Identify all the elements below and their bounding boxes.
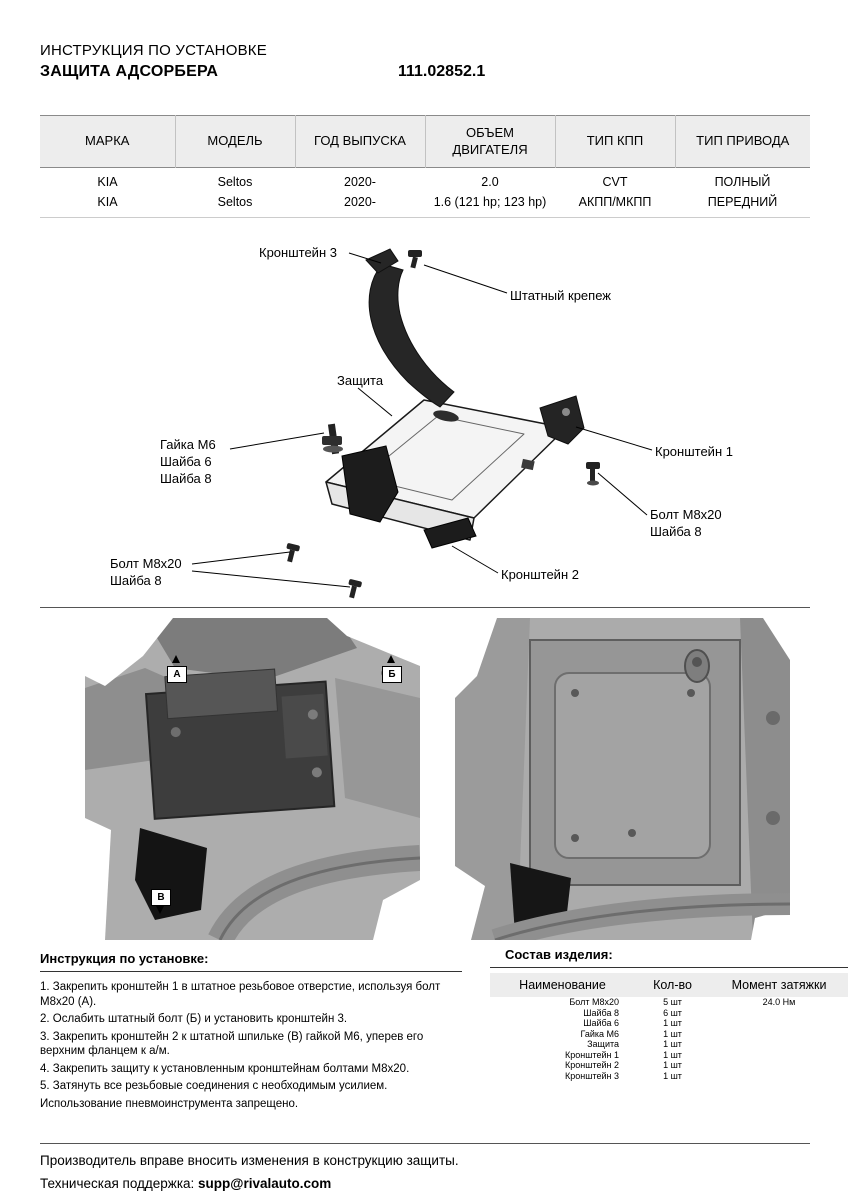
- label-bracket-2: Кронштейн 2: [501, 567, 579, 582]
- part-torque: 24.0 Нм: [762, 997, 796, 1007]
- instructions-divider: [40, 971, 462, 972]
- spec-header-gearbox: ТИП КПП: [555, 116, 675, 168]
- spec-header-year: ГОД ВЫПУСКА: [295, 116, 425, 168]
- parts-title: Состав изделия:: [505, 947, 613, 962]
- spec-cell: KIA: [97, 195, 118, 210]
- parts-header-qty: Кол-во: [635, 973, 710, 997]
- instructions-title: Инструкция по установке:: [40, 951, 209, 966]
- bolt-m8x20-right-shape: [586, 462, 600, 486]
- label-bracket-3: Кронштейн 3: [259, 245, 337, 260]
- part-qty: 1 шт: [663, 1028, 682, 1039]
- label-washer-8: Шайба 8: [650, 524, 702, 539]
- parts-row: [490, 1039, 848, 1050]
- parts-table: [490, 973, 848, 1081]
- photo-marker-v: В: [151, 889, 171, 906]
- parts-header-name: Наименование: [490, 973, 635, 997]
- marker-arrow-v: [156, 906, 164, 914]
- label-washer-8: Шайба 8: [110, 573, 162, 588]
- parts-row: [490, 1029, 848, 1040]
- label-bolt-right-group: [650, 506, 722, 540]
- footer-support: [40, 1176, 331, 1191]
- part-qty: 1 шт: [663, 1070, 682, 1081]
- label-nut-washers-group: [160, 436, 216, 487]
- vehicle-spec-table: [40, 115, 810, 218]
- instruction-step: 3. Закрепить кронштейн 2 к штатной шпильке (В) гайкой М6, уперев его верхним фланцем к а/м.: [40, 1030, 424, 1057]
- part-torque: [710, 1029, 848, 1040]
- spec-header-row: [40, 116, 810, 168]
- part-number: 111.02852.1: [398, 63, 486, 80]
- spec-cell: 2020-: [344, 195, 376, 210]
- part-qty: 1 шт: [663, 1039, 682, 1049]
- part-name: Кронштейн 2: [565, 1060, 619, 1070]
- spec-header-engine: ОБЪЕМ ДВИГАТЕЛЯ: [425, 116, 555, 168]
- instructions-steps: [40, 980, 470, 1114]
- part-name: Шайба 8: [583, 1007, 619, 1018]
- spec-header-model: МОДЕЛЬ: [175, 116, 295, 168]
- spec-cell: 2020-: [344, 175, 376, 189]
- label-shield: Защита: [337, 373, 384, 388]
- nut-m6-washers-shape: [322, 424, 343, 455]
- installation-photo-right: [455, 618, 790, 940]
- product-title: ЗАЩИТА АДСОРБЕРА: [40, 63, 219, 80]
- parts-row: [490, 997, 848, 1008]
- spec-cell: CVT: [602, 175, 628, 189]
- part-torque: [710, 1008, 848, 1019]
- part-qty: 1 шт: [663, 1060, 682, 1070]
- doc-title: ИНСТРУКЦИЯ ПО УСТАНОВКЕ: [40, 42, 267, 59]
- bolt-m8x20-left-shapes: [283, 543, 362, 600]
- spec-cell: 1.6 (121 hp; 123 hp): [433, 195, 547, 210]
- parts-row: [490, 1008, 848, 1019]
- part-name: Шайба 6: [583, 1018, 619, 1028]
- support-email: supp@rivalauto.com: [198, 1176, 332, 1191]
- photo-marker-b: Б: [382, 666, 402, 683]
- factory-fastener-bolt-shape: [408, 250, 422, 268]
- part-qty: 6 шт: [663, 1007, 682, 1018]
- spec-cell: KIA: [97, 175, 118, 189]
- label-factory-fastener: Штатный крепеж: [510, 288, 611, 303]
- parts-divider: [490, 967, 848, 968]
- spec-cell: ПЕРЕДНИЙ: [707, 195, 778, 210]
- parts-header-torque: Момент затяжки: [710, 973, 848, 997]
- footer-disclaimer: Производитель вправе вносить изменения в конструкцию защиты.: [40, 1153, 459, 1168]
- parts-row: [490, 1050, 848, 1061]
- label-bolt-left-group: [110, 555, 182, 589]
- spec-row: [40, 192, 810, 218]
- part-qty: 5 шт: [663, 997, 682, 1007]
- marker-arrow-a: [172, 655, 180, 663]
- exploded-diagram-drawing: [0, 230, 848, 610]
- section-divider: [40, 607, 810, 608]
- footer-divider: [40, 1143, 810, 1144]
- label-bolt-m8x20: Болт М8х20: [650, 507, 722, 522]
- parts-row: [490, 1071, 848, 1082]
- instruction-step: 1. Закрепить кронштейн 1 в штатное резьбовое отверстие, используя болт М8х20 (А).: [40, 981, 441, 1008]
- spec-header-drive: ТИП ПРИВОДА: [675, 116, 810, 168]
- instruction-warning: Использование пневмоинструмента запрещено.: [40, 1097, 299, 1110]
- part-name: Болт М8х20: [569, 997, 619, 1007]
- part-torque: [710, 1050, 848, 1061]
- parts-row: [490, 1060, 848, 1071]
- part-torque: [710, 1071, 848, 1082]
- label-washer-8: Шайба 8: [160, 471, 212, 486]
- marker-arrow-b: [387, 655, 395, 663]
- instruction-step: 2. Ослабить штатный болт (Б) и установить кронштейн 3.: [40, 1013, 348, 1025]
- spec-row: [40, 168, 810, 193]
- photo-right-image: [455, 618, 790, 940]
- spec-cell: Seltos: [217, 195, 253, 210]
- part-qty: 1 шт: [663, 1018, 682, 1028]
- photo-marker-a: А: [167, 666, 187, 683]
- exploded-diagram: [0, 230, 848, 610]
- spec-cell: 2.0: [481, 175, 499, 189]
- label-nut-m6: Гайка М6: [160, 437, 216, 452]
- spec-cell: Seltos: [217, 175, 253, 189]
- part-torque: [710, 1018, 848, 1029]
- part-name: Кронштейн 3: [565, 1070, 619, 1081]
- instruction-step: 5. Затянуть все резьбовые соединения с необходимым усилием.: [40, 1080, 388, 1092]
- label-bolt-m8x20: Болт М8х20: [110, 556, 182, 571]
- part-name: Защита: [587, 1039, 619, 1049]
- parts-header-row: [490, 973, 848, 997]
- spec-cell: АКПП/МКПП: [578, 195, 652, 210]
- parts-row: [490, 1018, 848, 1029]
- instruction-step: 4. Закрепить защиту к установленным кронштейнам болтами М8х20.: [40, 1062, 410, 1075]
- part-qty: 1 шт: [663, 1049, 682, 1060]
- support-label: Техническая поддержка:: [40, 1176, 199, 1191]
- label-washer-6: Шайба 6: [160, 454, 212, 469]
- installation-photo-left: [85, 618, 420, 940]
- label-bracket-1: Кронштейн 1: [655, 444, 733, 459]
- part-name: Гайка М6: [580, 1028, 619, 1039]
- part-name: Кронштейн 1: [565, 1049, 619, 1060]
- part-torque: [710, 1060, 848, 1071]
- spec-header-brand: МАРКА: [40, 116, 175, 168]
- spec-cell: ПОЛНЫЙ: [714, 175, 771, 189]
- photo-left-image: [85, 618, 420, 940]
- part-torque: [710, 1039, 848, 1050]
